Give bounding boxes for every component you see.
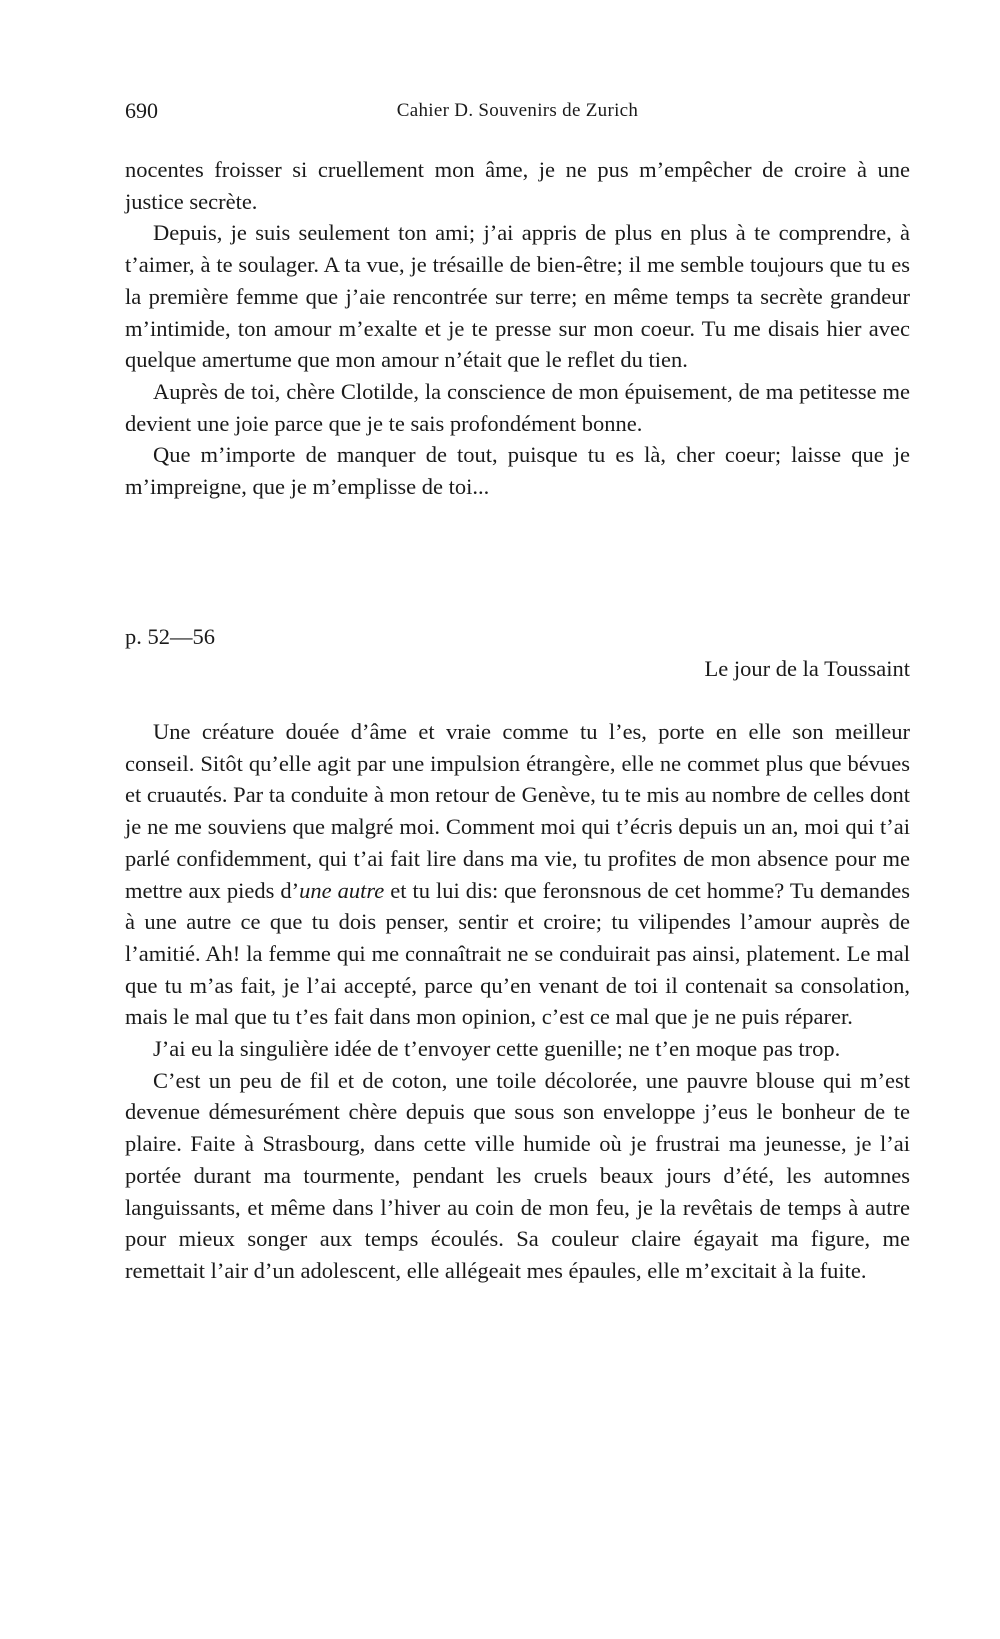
paragraph: Auprès de toi, chère Clotilde, la conscience de mon épuisement, de ma petitesse me devient une joie parce que je te sais profondément bonne. — [125, 378, 910, 436]
section-title: Le jour de la Toussaint — [704, 656, 910, 681]
paragraph: Que m’importe de manquer de tout, puisque tu es là, cher coeur; laisse que je m’impreigne, que je m’emplisse de toi... — [125, 442, 910, 500]
page-number: 690 — [125, 98, 158, 123]
page-header — [125, 98, 910, 130]
paragraph-text: et tu lui dis: que feronsnous de cet homme? Tu demandes à une autre ce que tu dois penser, sentir et croire; tu vilipendes l’amour auprès de l’amitié. Ah! la femme qui me connaîtrait ne se conduirait pas ainsi, platement. Le mal que tu m’as fait, je l’ai accepté, parce qu’en venant de toi il contenait sa consolation, mais le mal que tu t’es fait dans mon opinion, c’est ce mal que je ne puis réparer. — [125, 877, 910, 1030]
italic-emphasis: une autre — [299, 877, 385, 903]
running-head: Cahier D. Souvenirs de Zurich — [396, 100, 639, 121]
paragraph — [125, 716, 910, 1033]
paragraph: J’ai eu la singulière idée de t’envoyer cette guenille; ne t’en moque pas trop. — [153, 1036, 841, 1062]
page-reference: p. 52—56 — [125, 624, 215, 649]
text-block-top — [125, 154, 910, 503]
paragraph: C’est un peu de fil et de coton, une toile décolorée, une pauvre blouse qui m’est devenue démesurément chère depuis que sous son enveloppe j’eus le bonheur de te plaire. Faite à Strasbourg, dans cette ville humide où je frustrai ma jeunesse, je l’ai portée durant ma tourmente, pendant les cruels beaux jours d’été, les automnes languissants, et même dans l’hiver au coin de mon feu, je la revêtais de temps à autre pour mieux songer aux temps écoulés. Sa couleur claire égayait ma figure, me remettait l’air d’un adolescent, elle allégeait mes épaules, elle m’excitait à la fuite. — [125, 1067, 910, 1283]
paragraph: nocentes froisser si cruellement mon âme, je ne pus m’empêcher de croire à une justice secrète. — [125, 157, 910, 214]
paragraph-text: Une créature douée d’âme et vraie comme tu l’es, porte en elle son meilleur conseil. Sitôt qu’elle agit par une impulsion étrangère, elle ne commet plus que bévues et cruautés. Par ta conduite à mon retour de Genève, tu te mis au nombre de celles dont je ne me souviens que malgré moi. Comment moi qui t’écris depuis un an, moi qui t’ai parlé confidemment, qui t’ai fait lire dans ma vie, tu profites de mon absence pour me mettre aux pieds d’ — [125, 719, 910, 903]
paragraph: Depuis, je suis seulement ton ami; j’ai appris de plus en plus à te comprendre, à t’aimer, à te soulager. A ta vue, je trésaille de bien-être; il me semble toujours que tu es la première femme que j’aie rencontrée sur terre; en même temps ta secrète grandeur m’intimide, ton amour m’exalte et je te presse sur mon coeur. Tu me disais hier avec quelque amertume que mon amour n’était que le reflet du tien. — [125, 220, 910, 373]
text-block-bottom — [125, 716, 910, 1287]
